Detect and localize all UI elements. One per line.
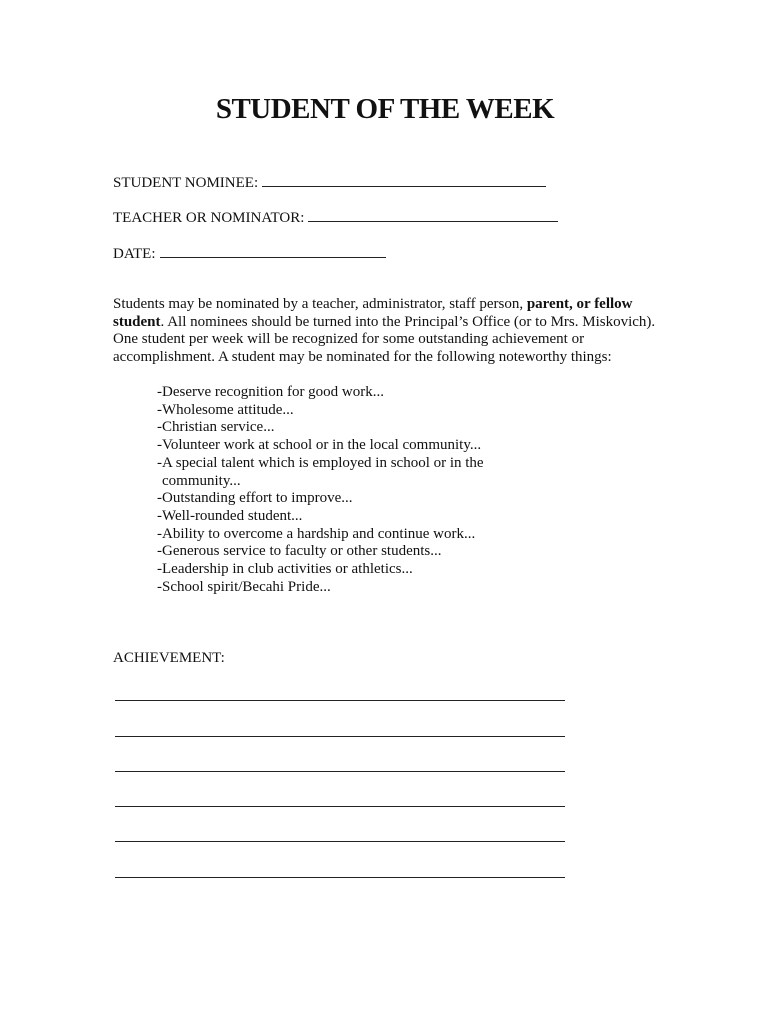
criteria-item: -Outstanding effort to improve... [157,490,353,507]
achievement-line[interactable] [115,771,565,772]
achievement-label: ACHIEVEMENT: [113,650,225,666]
criteria-item: -Ability to overcome a hardship and continue work... [157,525,476,542]
criteria-item: -Volunteer work at school or in the local community... [157,437,482,454]
achievement-line[interactable] [115,736,565,737]
intro-text-2: . All nominees should be turned into the Principal’s Office (or to Mrs. Miskovich). One student per week will be recognized for some outstanding achievement or accomplishment. A student may be nominated for the following noteworthy things: [113,313,656,365]
teacher-nominator-field [113,208,558,227]
student-nominee-field [113,173,546,192]
criteria-item: -Well-rounded student... [157,507,303,524]
criteria-item: -School spirit/Becahi Pride... [157,578,331,595]
teacher-nominator-blank[interactable] [308,208,558,222]
date-field [113,244,386,263]
date-blank[interactable] [160,244,386,258]
achievement-line[interactable] [115,700,565,701]
achievement-line[interactable] [115,841,565,842]
criteria-item: -A special talent which is employed in school or in the [157,454,484,471]
criteria-item: -Wholesome attitude... [157,401,294,418]
achievement-line[interactable] [115,877,565,878]
criteria-item: -Deserve recognition for good work... [157,384,385,400]
criteria-item: -Leadership in club activities or athletics... [157,561,413,578]
student-nominee-blank[interactable] [262,173,546,187]
criteria-item: -Generous service to faculty or other students... [157,543,442,560]
achievement-line[interactable] [115,806,565,807]
criteria-list [157,384,557,596]
page-title: STUDENT OF THE WEEK [215,93,555,125]
intro-text-1: Students may be nominated by a teacher, administrator, staff person, [113,296,527,312]
criteria-item: -Christian service... [157,419,275,436]
date-label: DATE: [113,246,156,262]
criteria-item-continuation: community... [162,472,241,489]
intro-paragraph [113,296,673,366]
teacher-nominator-label: TEACHER OR NOMINATOR: [113,210,305,226]
intro-bold-text: parent, or fellow student [113,296,633,330]
student-nominee-label: STUDENT NOMINEE: [113,175,259,191]
